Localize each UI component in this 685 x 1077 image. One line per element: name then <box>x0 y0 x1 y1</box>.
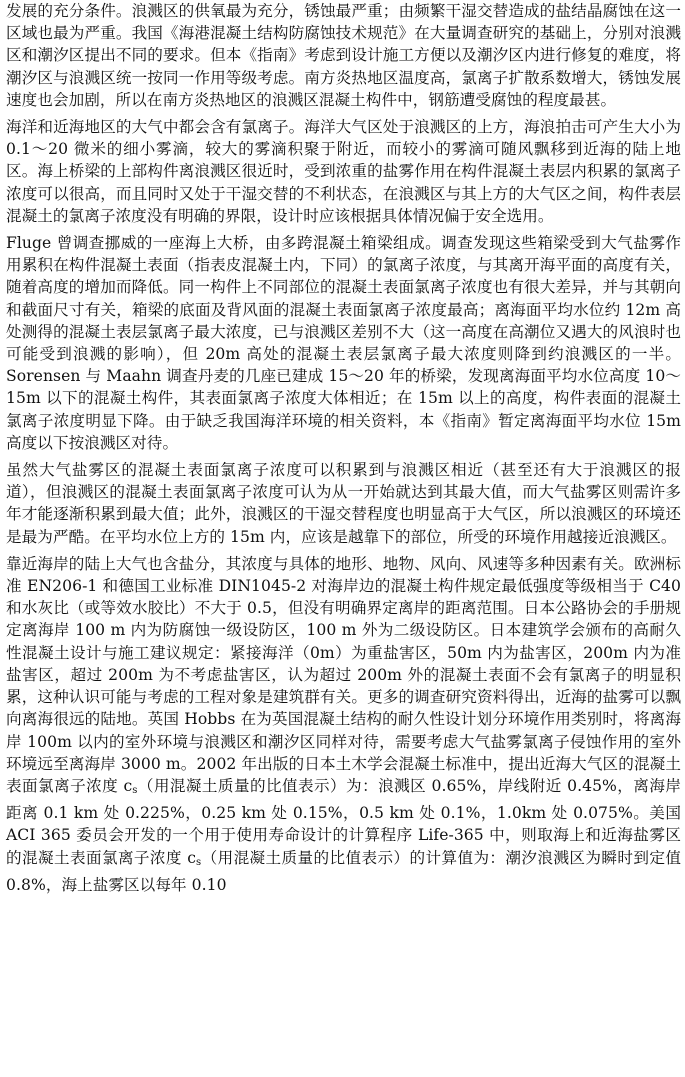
paragraph-4: 虽然大气盐雾区的混凝土表面氯离子浓度可以积累到与浪溅区相近（甚至还有大于浪溅区的报道），但浪溅区的混凝土表面氯离子浓度可认为从一开始就达到其最大值，而大气盐雾区则需许多年才能逐渐积累到最大值；此外，浪溅区的干湿交替程度也明显高于大气区，所以浪溅区的环境还是最为严酷。在平均水位上方的 15m 内，应该是越靠下的部位，所受的环境作用越接近浪溅区。 <box>6 461 681 546</box>
paragraph-5: 靠近海岸的陆上大气也含盐分，其浓度与具体的地形、地物、风向、风速等多种因素有关。欧洲标准 EN206-1 和德国工业标准 DIN1045-2 对海岸边的混凝土构件规定最低强度等级相当于 C40 和水灰比（或等效水胶比）不大于 0.5，但没有明确界定离岸的距离范围。日本公路协会的手册规定离海岸 100 m 内为防腐蚀一级设防区，100 m 外为二级设防区。日本建筑学会颁布的高耐久性混凝土设计与施工建议规定：紧接海洋（0m）为重盐害区，50m 内为盐害区，200m 内为准盐害区，超过 200m 为不考虑盐害区，认为超过 200m 外的混凝土表面不会有氯离子的明显积累，这种认识可能与考虑的工程对象是建筑群有关。更多的调查研究资料得出，近海的盐雾可以飘向离海很远的陆地。英国 Hobbs 在为英国混凝土结构的耐久性设计划分环境作用类别时，将离海岸 100m 以内的室外环境与浪溅区和潮汐区同样对待，需要考虑大气盐雾氯离子侵蚀作用的室外环境远至离海岸 3000 m。2002 年出版的日本土木学会混凝土标准中，提出近海大气区的混凝土表面氯离子浓度 $c_s$（用混凝土质量的比值表示）为：浪溅区 0.65%，岸线附近 0.45%，离海岸距离 0.1 km 处 0.225%，0.25 km 处 0.15%，0.5 km 处 0.1%，1.0km 处 0.075%。美国 ACI 365 委员会开发的一个用于使用寿命设计的计算程序 Life-365 中，则取海上和近海盐雾区的混凝土表面氯离子浓度 $c_s$（用混凝土质量的比值表示）的计算值为：潮汐浪溅区为瞬时到定值 0.8%，海上盐雾区以每年 0.10 <box>6 554 681 894</box>
paragraph-1: 发展的充分条件。浪溅区的供氧最为充分，锈蚀最严重；由频繁干湿交替造成的盐结晶腐蚀在这一区域也最为严重。我国《海港混凝土结构防腐蚀技术规范》在大量调查研究的基础上，分别对浪溅区和潮汐区提出不同的要求。但本《指南》考虑到设计施工方便以及潮汐区内进行修复的难度，将潮汐区与浪溅区统一按同一作用等级考虑。南方炎热地区温度高，氯离子扩散系数增大，锈蚀发展速度也会加剧，所以在南方炎热地区的浪溅区混凝土构件中，钢筋遭受腐蚀的程度最甚。 <box>6 2 681 109</box>
paragraph-2: 海洋和近海地区的大气中都会含有氯离子。海洋大气区处于浪溅区的上方，海浪拍击可产生大小为 0.1～20 微米的细小雾滴，较大的雾滴积聚于附近，而较小的雾滴可随风飘移到近海的陆上地区。海上桥梁的上部构件离浪溅区很近时，受到浓重的盐雾作用在构件混凝土表层内积累的氯离子浓度可以很高，而且同时又处于干湿交替的不利状态，在浪溅区与其上方的大气区之间，构件表层混凝土的氯离子浓度没有明确的界限，设计时应该根据具体情况偏于安全选用。 <box>6 118 681 225</box>
paragraph-3: Fluge 曾调查挪威的一座海上大桥，由多跨混凝土箱梁组成。调查发现这些箱梁受到大气盐雾作用累积在构件混凝土表面（指表皮混凝土内，下同）的氯离子浓度，与其离开海平面的高度有关，随着高度的增加而降低。同一构件上不同部位的混凝土表面氯离子浓度也有很大差异，并与其朝向和截面尺寸有关，箱梁的底面及背风面的混凝土表面氯离子浓度最高；离海面平均水位约 12m 高处测得的混凝土表层氯离子最大浓度，已与浪溅区差别不大（这一高度在高潮位又遇大的风浪时也可能受到浪溅的影响），但 20m 高处的混凝土表层氯离子最大浓度则降到约浪溅区的一半。Sorensen 与 Maahn 调查丹麦的几座已建成 15～20 年的桥梁，发现离海面平均水位高度 10～15m 以下的混凝土构件，其表面氯离子浓度大体相近；在 15m 以上的高度，构件表面的混凝土氯离子浓度明显下降。由于缺乏我国海洋环境的相关资料，本《指南》暂定离海面平均水位 15m 高度以下按浪溅区对待。 <box>6 234 681 452</box>
